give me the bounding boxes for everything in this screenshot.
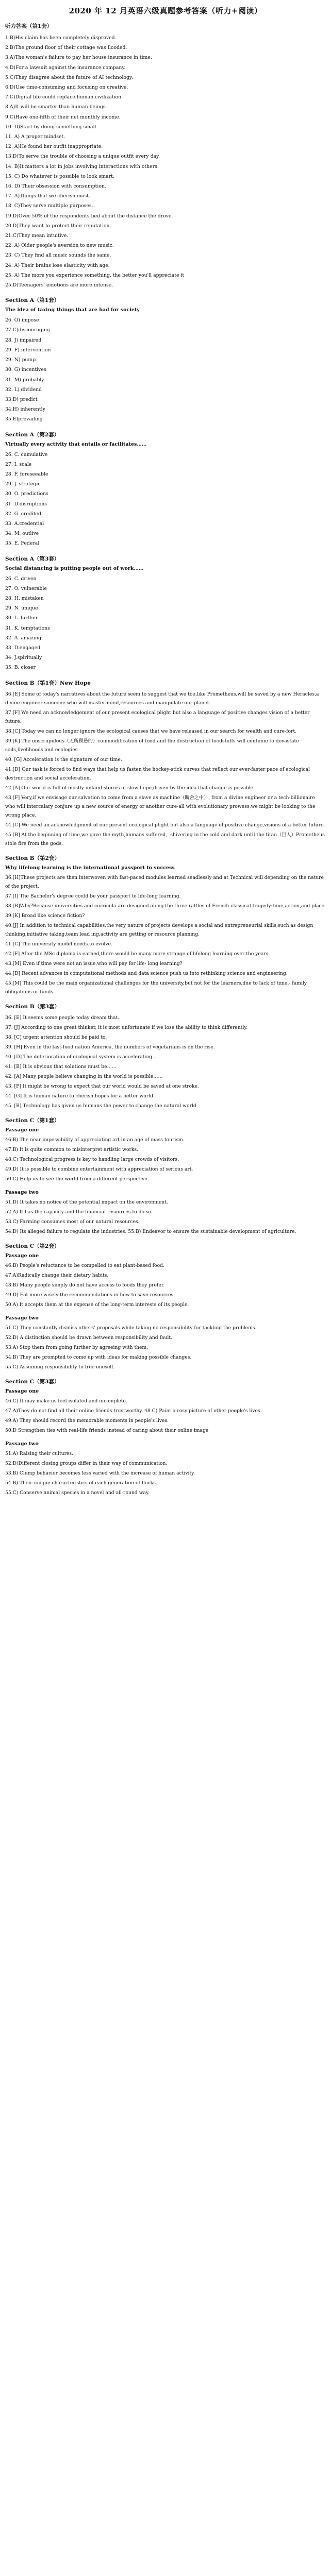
section-subheading: Why lifelong learning is the international passport to success [5,865,175,871]
answer-item: 30. L. further [5,615,38,621]
answer-section [5,854,326,996]
answer-paragraph: 37.[F] We need an acknowledgement of our present ecological plight but also a language of positive changes vision of a better future. [5,709,310,724]
answer-paragraph: 47.A)They do not find all their online friends trustworthy. 48.C) Paint a rosy picture of other people's lives. [5,1408,262,1414]
answer-section [5,1003,326,1110]
answer-paragraph: 44.[D] Recent advances in computational methods and data science push us into rethinking science and engineering. [5,970,288,976]
answer-paragraph: 44. [G] It is human nature to cherish hopes for a better world. [5,1093,155,1099]
answer-item: 34.H) inherently [5,406,45,413]
answer-paragraph: 46.B) The near impossibility of appreciating art in an age of mass tourism. [5,1137,185,1143]
answer-paragraph: 42.[F] After the MSc diploma is earned,there would be many more strange of lifelong learning over the years. [5,951,270,957]
answer-paragraph: 50.C) Help us to see the world from a different perspective. [5,1176,149,1182]
answer-item: 29. N) pump [5,357,36,363]
answer-paragraph: 40. [G] Acceleration is the signature of our time. [5,756,122,762]
answer-section [5,296,326,424]
answer-paragraph: 38.[B]Why?Because universities and curricula are designed along the three rattles of French classical tragedy:time,action,and place. [5,903,326,909]
answer-paragraph: 40.[J] In addition to technical capabilities,the very nature of projects develops a social and entrepreneurial skills,such as design thinking,initiative taking,team lead ing,activity are getting or resource planning. [5,922,314,937]
answer-item: 33. D.engaged [5,645,41,651]
answer-item: 19.D)Over 50% of the respondents lied about the distance the drove. [5,213,173,219]
section-heading: Section A（第3套） [5,555,60,562]
answer-item: 6.D)Use time-consuming and focusing on creative. [5,84,128,91]
answer-item: 28. J) impaired [5,337,42,343]
answer-item: 27.C)discouraging [5,327,50,333]
answer-paragraph: 54.D) Its alleged failure to regulate the industries. 55.B) Endeavor to ensure the sustainable development of agriculture. [5,1228,296,1234]
answer-paragraph: 55.C) Assuming responsibility to free oneself. [5,1364,115,1370]
answer-paragraph: 54.B) Their unique characteristics of each generation of flocks. [5,1480,157,1486]
answer-item: 25.D)Teenagers' emotions are more intense. [5,282,113,289]
section-heading: Section B（第1套）New Hope [5,680,91,686]
section-heading: 听力答案（第1套） [5,23,53,29]
answer-item: 33. A.credential [5,520,44,527]
section-subheading: Social distancing is putting people out of work…… [5,565,144,571]
section-subheading: Passage one [5,1127,39,1133]
answer-paragraph: 39.[K] The unscrupulous（无所顾忌的）commodification of food and the destruction of foodstuffs will continue to devastate soils,livelihoods and ecologies. [5,738,299,753]
answer-item: 1.B)His claim has been completely disproved. [5,35,117,41]
answer-item: 29. J. strategic [5,481,41,487]
answer-section [5,1116,326,1183]
section-subheading: Passage two [5,1189,39,1195]
answer-item: 25. A) The more you experience something, the better you'll appreciate it [5,272,185,278]
section-heading: Section C（第2套） [5,1243,60,1249]
answer-item: 13.D)To serve the trouble of choosing a unique outfit every day. [5,154,160,160]
answer-paragraph: 43.[M] Even if time were not an issue,who will pay for life- long learning? [5,960,183,967]
answer-section [5,679,326,848]
answer-item: 35. B. closer [5,665,36,671]
answer-section [5,555,326,673]
answer-item: 15. C) Do whatever is possible to look smart. [5,173,114,179]
answer-item: 26. O) impose [5,317,39,324]
section-heading: Section C（第1套） [5,1117,60,1124]
answer-paragraph: 38. [C] urgent attention should be paid to. [5,1034,107,1040]
answer-paragraph: 49.D) It is possible to combine entertainment with appreciation of serious art. [5,1166,193,1172]
answer-paragraph: 54.B) They are prompted to come up with ideas for making possible changes. [5,1354,192,1360]
answer-paragraph: 36.[H]These projects are then interwoven with fast-paced modules learned seadlessly and at Technical will depending on the nature of the project. [5,874,324,889]
answer-paragraph: 40. [D] The deterioration of ecological system is accelerating… [5,1054,157,1060]
answer-item: 5.C)They disagree about the future of AI technology. [5,74,133,80]
answer-item: 31. M) probably [5,377,44,383]
section-subheading: Passage two [5,1315,39,1321]
document-body [5,22,326,1497]
section-heading: Section B（第3套） [5,1003,60,1010]
answer-item: 10. D)Start by doing something small. [5,124,98,130]
answer-paragraph: 42. [A] Many people believe changing in the world is possible…… [5,1073,163,1079]
answer-paragraph: 36. [E] It seems some people today dream that. [5,1014,120,1021]
section-heading: Section C（第3套） [5,1378,60,1385]
answer-paragraph: 46.C) It may make us feel isolated and incomplete. [5,1398,127,1404]
answer-item: 31. K. temptations [5,625,50,631]
answer-item: 29. F) intervention [5,347,51,353]
document-title: 2020 年 12 月英语六级真题参考答案（听力+阅读） [69,6,262,15]
answer-paragraph: 48.C) Technological progress is key to handling large crowds of visitors. [5,1156,179,1162]
answer-item: 32. L) dividend [5,386,42,393]
answer-item: 31. D.disruptions [5,501,47,507]
answer-item: 12. A)He found her outfit inappropriate. [5,144,103,150]
answer-paragraph: 41.[C] The university model needs to evolve. [5,941,112,947]
answer-paragraph: 44.[C] We need an acknowledgment of our present ecological plight but also a language of positive change,visions of a better future. [5,822,325,828]
answer-paragraph: 52.D)Different closing groups differ in their way of communication. [5,1460,168,1466]
answer-paragraph: 38.[C] Today we can no longer ignore the ecological causes that we have released in our search for wealth and cure-fort. [5,728,297,734]
answer-paragraph: 53.C) Farming consumes most of our natural resources. [5,1218,140,1225]
answer-paragraph: 41. [B] It is obvious that solutions must be…… [5,1063,117,1070]
answer-paragraph: 52.D) A distinction should be drawn between responsibility and fault. [5,1334,172,1341]
section-subheading: Passage one [5,1388,39,1394]
section-subheading: Virtually every activity that entails or facilitates…… [5,441,147,447]
answer-paragraph: 41.[D] Our task is forced to find ways that help us fasten the hockey-stick curves that reflect our ever-faster pace of ecological destruction and social acceleration. [5,766,310,781]
answer-item: 16. D) Their obsession with consumption. [5,183,106,190]
answer-item: 34. J.spiritually [5,655,42,661]
answer-paragraph: 37. [J] According to one great thinker, it is most unfortunate if we lose the ability to think differently. [5,1024,248,1030]
answer-item: 18. C)They serve multiple purposes. [5,203,93,209]
answer-section [5,1190,326,1236]
answer-paragraph: 55.C) Conserve animal species in a novel and all-round way. [5,1489,150,1496]
answer-paragraph: 51.D) It takes no notice of the potential impact on the environment. [5,1199,168,1205]
answer-item: 27. O. vulnerable [5,585,47,591]
answer-section [5,22,326,290]
answer-item: 30. G) incentives [5,367,46,373]
answer-paragraph: 50.A) It accepts them at the expense of the long-term interests of its people. [5,1301,189,1308]
answer-item: 27. I. scale [5,461,32,467]
answer-item: 33.D) predict [5,396,38,402]
answer-item: 28. F. foreseeable [5,471,48,477]
answer-item: 28. H. mistaken [5,595,44,601]
answer-paragraph: 50.D Strengthen ties with real-life friends instead of caring about their online image [5,1427,209,1433]
answer-paragraph: 45.[B] At the beginning of time,we gave the myth,humans suffered，shivering in the cold and dark until the titan（巨人）Prometheus stole fire from the gods. [5,832,325,846]
answer-paragraph: 43. [F] It might be wrong to expect that our world would be saved at one stroke. [5,1083,199,1089]
answer-item: 34. M. outlive [5,531,39,537]
answer-paragraph: 43.[F] Very,if we envisage our salvation to come from a slave as machine（断舍之中）, from a divine engineer or a tech-billionaire who will intercalary conjure up a new source of energy or another cure-all with evolutionary prowess,we might be looking to the wrong place. [5,794,316,818]
answer-item: 17. A)Things that we cherish most. [5,193,90,199]
answer-paragraph: 37.[I] The Bachelor's degree could be your passport to life-long learning. [5,893,181,899]
answer-item: 26. C. driven [5,575,37,582]
answer-item: 14. B)It matters a lot in jobs involving interactions with others. [5,163,159,170]
answer-item: 4.D)For a lawsuit against the insurance company. [5,64,126,71]
answer-section [5,1441,326,1497]
answer-item: 24. A) Their brains lose elasticity with age. [5,262,110,268]
answer-item: 35. E. Federal [5,540,40,547]
answer-paragraph: 42.[A] Our world is full of-mostly unkind-stories of slow hope,driven by the idea that change is possible. [5,785,255,791]
answer-paragraph: 49.D) Eat more wisely the recommendations in how to save resources. [5,1292,175,1298]
answer-paragraph: 51.C) They constantly dismiss others' proposals while taking no responsibility for tackling the problems. [5,1325,257,1331]
section-subheading: Passage two [5,1440,39,1447]
answer-paragraph: 53.A) Stop them from going further by agreeing with them. [5,1344,148,1350]
answer-paragraph: 36.[E] Some of today's narratives about the future seem to suggest that we too,like Prometheus,will be saved by a new Heracles,a divine engineer someone who will master mind,resources and manipulate our planet. [5,691,319,706]
answer-paragraph: 47.B) It is quite common to misinterpret artistic works. [5,1146,139,1153]
answer-paragraph: 39. [H] Even in the fast-food nation America, the numbers of vegetarians is on the rise. [5,1044,215,1050]
answer-section [5,1378,326,1435]
answer-item: 7.C)Digital life could replace human civilization. [5,94,123,100]
answer-item: 3.A)The woman's failure to pay her house insurance in time. [5,55,152,61]
answer-paragraph: 53.B) Clump behavior becomes less varied with the increase of human activity. [5,1470,195,1476]
answer-paragraph: 45.[M] This could be the main organizational challenges for the university,but not for the learners,due to lack of time,- family obligations or funds. [5,980,307,995]
answer-item: 26. C. cumulative [5,451,48,457]
answer-paragraph: 48.B) Many people simply do not have access to foods they prefer. [5,1282,165,1288]
section-heading: Section B（第2套） [5,855,60,861]
answer-item: 29. N. unique [5,605,38,612]
answer-item: 35.E)prevailing [5,416,43,422]
answer-paragraph: 39.[K] Broad like science fiction? [5,912,85,919]
answer-item: 30. O. predictions [5,491,48,497]
answer-paragraph: 45. [B] Technology has given us humans the power to change the natural world [5,1103,196,1109]
answer-item: 32. G. credited [5,511,42,517]
section-heading: Section A（第1套） [5,297,60,304]
answer-paragraph: 51.A) Raising their cultures. [5,1450,74,1456]
section-subheading: The idea of taxing things that are bad for society [5,307,140,313]
section-subheading: Passage one [5,1252,39,1259]
answer-paragraph: 52.A) It has the capacity and the financial resources to do so. [5,1209,153,1215]
answer-item: 32. A. amazing [5,635,42,641]
answer-section [5,431,326,549]
answer-item: 21.C)They mean intuitive. [5,233,69,239]
answer-section [5,1315,326,1371]
answer-item: 23. C) They find all music sounds the same. [5,252,111,259]
answer-item: 11. A) A proper mindset. [5,134,65,140]
answer-paragraph: 46.B) People's reluctance to be compelled to eat plant-based food. [5,1262,164,1268]
answer-paragraph: 49.A) They should record the memorable moments in people's lives. [5,1417,169,1423]
answer-item: 22. A) Older people's aversion to new music. [5,243,114,249]
section-heading: Section A（第2套） [5,431,60,438]
answer-item: 20.D)They want to protect their reputation. [5,223,111,229]
answer-section [5,1242,326,1309]
answer-item: 2.B)The ground floor of their cottage was flooded. [5,45,127,51]
answer-item: 9.C)Have one-fifth of their net monthly income. [5,114,121,120]
answer-paragraph: 47.A)Radically change their dietary habits. [5,1272,109,1278]
answer-item: 8.A)It will be smarter than human beings. [5,104,107,110]
